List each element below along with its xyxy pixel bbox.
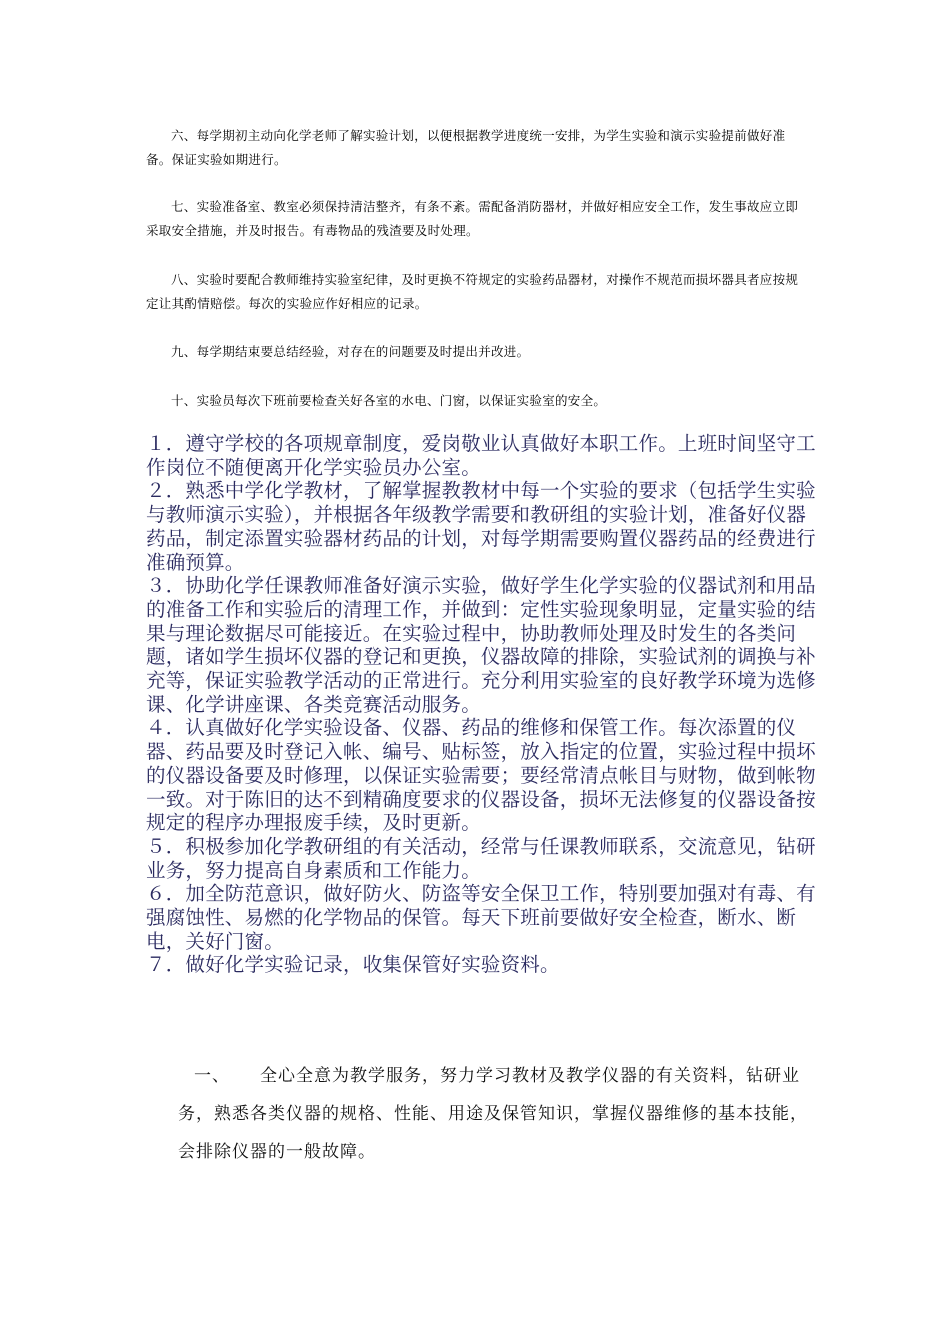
duty-item-3: ３．协助化学任课教师准备好演示实验，做好学生化学实验的仪器试剂和用品的准备工作和实验后的清理工作，并做到：定性实验现象明显，定量实验的结果与理论数据尽可能接近。在实验过程中，协助教师处理及时发生的各类问题，诸如学生损坏仪器的登记和更换，仪器故障的排除，实验试剂的调换与补充等，保证实验教学活动的正常进行。充分利用实验室的良好教学环境为选修课、化学讲座课、各类竞赛活动服务。: [146, 574, 816, 716]
duty-item-1: １．遵守学校的各项规章制度，爱岗敬业认真做好本职工作。上班时间坚守工作岗位不随便离开化学实验员办公室。: [146, 432, 816, 479]
duty-item-4: ４．认真做好化学实验设备、仪器、药品的维修和保管工作。每次添置的仪器、药品要及时登记入帐、编号、贴标签，放入指定的位置，实验过程中损坏的仪器设备要及时修理，以保证实验需要；要经常清点帐目与财物，做到帐物一致。对于陈旧的达不到精确度要求的仪器设备，损坏无法修复的仪器设备按规定的程序办理报废手续，及时更新。: [146, 716, 816, 835]
rule-paragraph-8: 八、实验时要配合教师维持实验室纪律，及时更换不符规定的实验药品器材，对操作不规范而损坏器具者应按规定让其酌情赔偿。每次的实验应作好相应的记录。: [146, 272, 799, 311]
section-one-text: 全心全意为教学服务，努力学习教材及教学仪器的有关资料，钻研业务，熟悉各类仪器的规格、性能、用途及保管知识，掌握仪器维修的基本技能，会排除仪器的一般故障。: [178, 1066, 808, 1162]
numbered-section-one: [178, 1057, 814, 1171]
duty-item-2: ２．熟悉中学化学教材，了解掌握教教材中每一个实验的要求（包括学生实验与教师演示实验），并根据各年级教学需要和教研组的实验计划，准备好仪器药品，制定添置实验器材药品的计划，对每学期需要购置仪器药品的经费进行准确预算。: [146, 479, 816, 574]
rule-paragraph-10: 十、实验员每次下班前要检查关好各室的水电、门窗，以保证实验室的安全。: [171, 393, 607, 408]
duty-list: [146, 432, 822, 977]
duty-item-7: ７．做好化学实验记录，收集保管好实验资料。: [146, 953, 560, 977]
duty-item-5: ５．积极参加化学教研组的有关活动，经常与任课教师联系，交流意见，钻研业务，努力提高自身素质和工作能力。: [146, 834, 816, 882]
rule-paragraph-9: 九、每学期结束要总结经验，对存在的问题要及时提出并改进。: [171, 344, 530, 359]
rule-paragraph-6: 六、每学期初主动向化学老师了解实验计划，以便根据教学进度统一安排，为学生实验和演示实验提前做好准备。保证实验如期进行。: [146, 128, 786, 167]
rule-paragraph-7: 七、实验准备室、教室必须保持清洁整齐，有条不紊。需配备消防器材，并做好相应安全工作，发生事故应立即采取安全措施，并及时报告。有毒物品的残渣要及时处理。: [146, 199, 799, 238]
section-one-number: 一、: [194, 1066, 230, 1086]
duty-item-6: ６．加全防范意识，做好防火、防盗等安全保卫工作，特别要加强对有毒、有强腐蚀性、易燃的化学物品的保管。每天下班前要做好安全检查，断水、断电，关好门窗。: [146, 882, 816, 953]
